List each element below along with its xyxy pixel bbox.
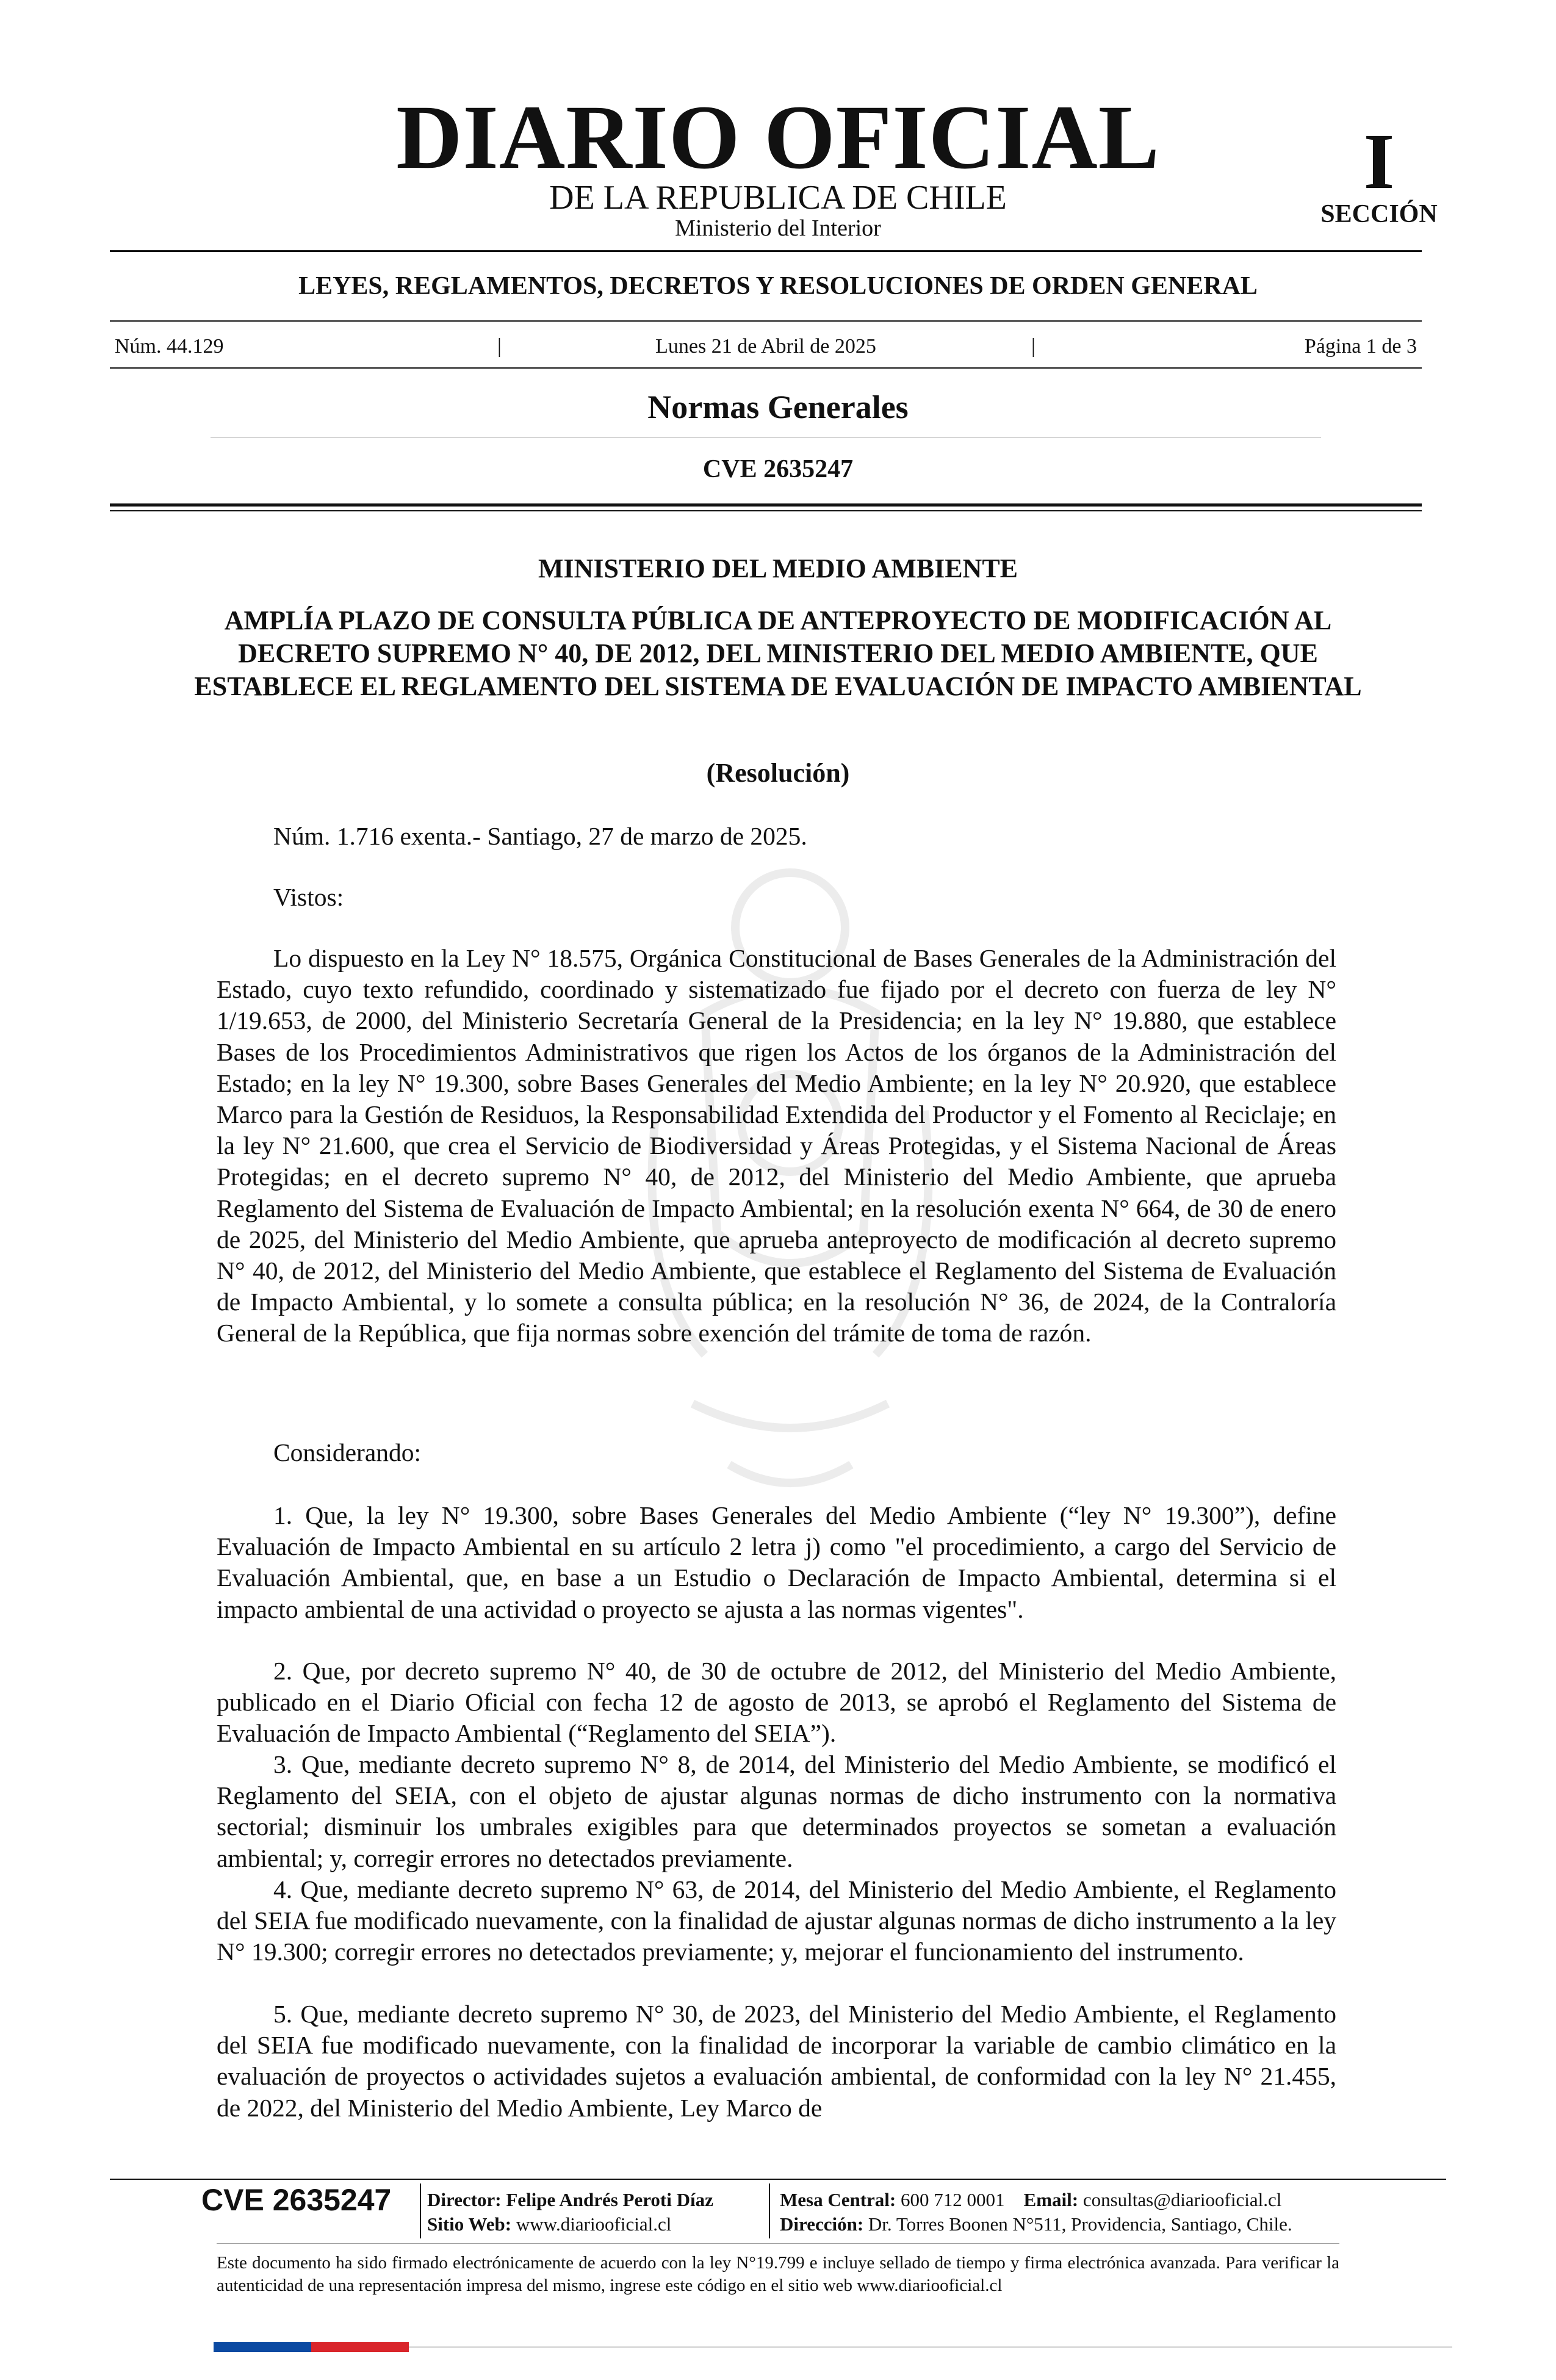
email-link[interactable]: consultas@diariooficial.cl <box>1082 2189 1282 2210</box>
category-banner: LEYES, REGLAMENTOS, DECRETOS Y RESOLUCIONES DE ORDEN GENERAL <box>298 272 1258 300</box>
footer-cve-code: CVE 2635247 <box>201 2183 392 2217</box>
newspaper-title: DIARIO OFICIAL <box>396 87 1160 188</box>
vistos-label: Vistos: <box>273 883 344 911</box>
address-label: Dirección: <box>780 2213 864 2235</box>
cve-code: CVE 2635247 <box>702 455 854 483</box>
electronic-signature-note: Este documento ha sido firmado electrónicamente de acuerdo con la ley N°19.799 e incluye sellado de tiempo y firma electrónica avanzada. Para verificar la autenticidad de una representación impresa del mismo, ingrese este código en el sitio web www.diariooficial.cl <box>217 2253 1339 2295</box>
flag-stripe-line <box>409 2346 1452 2348</box>
masthead-divider <box>110 250 1422 252</box>
considerando-item: 4. Que, mediante decreto supremo N° 63, de 2014, del Ministerio del Medio Ambiente, el Reglamento del SEIA fue modificado nuevamente, con la finalidad de ajustar algunas normas de dicho instrumento a la ley N° 19.300; corregir errores no detectados previamente; y, mejorar el funcionamiento del instrumento. <box>217 1875 1336 1966</box>
section-label: SECCIÓN <box>1320 200 1438 228</box>
website-label: Sitio Web: <box>427 2213 512 2235</box>
footer-director-block <box>427 2188 713 2237</box>
considerando-item: 1. Que, la ley N° 19.300, sobre Bases Generales del Medio Ambiente (“ley N° 19.300”), define Evaluación de Impacto Ambiental en su artículo 2 letra j) como "el procedimiento, a cargo del Servicio de Evaluación Ambiental, que, en base a un Estudio o Declaración de Impacto Ambiental, determina si el impacto ambiental de una actividad o proyecto se ajusta a las normas vigentes". <box>217 1501 1336 1623</box>
issuing-ministry: MINISTERIO DEL MEDIO AMBIENTE <box>538 554 1018 583</box>
considerando-item: 3. Que, mediante decreto supremo N° 8, de 2014, del Ministerio del Medio Ambiente, se modificó el Reglamento del SEIA, con el objeto de ajustar algunas normas de dicho instrumento con la normativa sectorial; disminuir los umbrales exigibles para que determinados proyectos se sometan a evaluación ambiental; y, corregir errores no detectados previamente. <box>217 1750 1336 1872</box>
footer-column-divider <box>420 2183 421 2238</box>
director-label: Director: <box>427 2189 502 2210</box>
footer-divider <box>110 2179 1446 2180</box>
footer-column-divider <box>769 2183 770 2238</box>
document-title: AMPLÍA PLAZO DE CONSULTA PÚBLICA DE ANTEPROYECTO DE MODIFICACIÓN AL DECRETO SUPREMO N° 40, DE 2012, DEL MINISTERIO DEL MEDIO AMBIENTE, QUE ESTABLECE EL REGLAMENTO DEL SISTEMA DE EVALUACIÓN DE IMPACTO AMBIENTAL <box>194 605 1362 701</box>
page-indicator: Página 1 de 3 <box>1304 335 1417 358</box>
ministry-line: Ministerio del Interior <box>675 215 881 241</box>
infobar-divider <box>110 367 1422 369</box>
flag-stripe-red <box>311 2342 409 2352</box>
document-type: (Resolución) <box>706 758 850 788</box>
section-heading: Normas Generales <box>647 389 909 425</box>
considerando-item: 2. Que, por decreto supremo N° 40, de 30 de octubre de 2012, del Ministerio del Medio Ambiente, publicado en el Diario Oficial con fecha 12 de agosto de 2013, se aprobó el Reglamento del Sistema de Evaluación de Impacto Ambiental (“Reglamento del SEIA”). <box>217 1657 1336 1748</box>
considerando-label: Considerando: <box>273 1438 422 1466</box>
issue-date: Lunes 21 de Abril de 2025 <box>655 335 876 358</box>
section-number: I <box>1363 118 1395 206</box>
banner-divider <box>110 320 1422 322</box>
website-link[interactable]: www.diariooficial.cl <box>516 2213 672 2235</box>
address-text: Dr. Torres Boonen N°511, Providencia, Santiago, Chile. <box>868 2213 1292 2235</box>
phone-label: Mesa Central: <box>780 2189 896 2210</box>
phone-number: 600 712 0001 <box>901 2189 1005 2210</box>
issue-number: Núm. 44.129 <box>115 335 224 358</box>
resolution-number-line: Núm. 1.716 exenta.- Santiago, 27 de marzo de 2025. <box>273 822 807 850</box>
email-label: Email: <box>1023 2189 1079 2210</box>
issue-info-bar <box>110 334 1422 359</box>
header-thick-rule <box>110 503 1422 507</box>
info-separator: | <box>1031 335 1036 358</box>
flag-stripe-blue <box>214 2342 311 2352</box>
considerando-item: 5. Que, mediante decreto supremo N° 30, de 2023, del Ministerio del Medio Ambiente, el Reglamento del SEIA fue modificado nuevamente, con la finalidad de incorporar la variable de cambio climático en la evaluación de proyectos o actividades sujetos a evaluación ambiental, de conformidad con la ley N° 21.455, de 2022, del Ministerio del Medio Ambiente, Ley Marco de <box>217 2000 1336 2122</box>
header-thin-rule <box>110 510 1422 511</box>
footer-note-divider <box>217 2243 1339 2244</box>
director-name: Felipe Andrés Peroti Díaz <box>506 2189 713 2210</box>
newspaper-subtitle: DE LA REPUBLICA DE CHILE <box>549 179 1007 217</box>
section-thin-rule <box>211 437 1321 438</box>
vistos-paragraph: Lo dispuesto en la Ley N° 18.575, Orgánica Constitucional de Bases Generales de la Administración del Estado, cuyo texto refundido, coordinado y sistematizado fue fijado por el decreto con fuerza de ley N° 1/19.653, de 2000, del Ministerio Secretaría General de la Presidencia; en la ley N° 19.880, que establece Bases de los Procedimientos Administrativos que rigen los Actos de los órganos de la Administración del Estado; en la ley N° 19.300, sobre Bases Generales del Medio Ambiente; en la ley N° 20.920, que establece Marco para la Gestión de Residuos, la Responsabilidad Extendida del Productor y el Fomento al Reciclaje; en la ley N° 21.600, que crea el Servicio de Biodiversidad y Áreas Protegidas, y el Sistema Nacional de Áreas Protegidas; en el decreto supremo N° 40, de 2012, del Ministerio del Medio Ambiente, que aprueba Reglamento del Sistema de Evaluación de Impacto Ambiental; en la resolución exenta N° 664, de 30 de enero de 2025, del Ministerio del Medio Ambiente, que aprueba anteproyecto de modificación al decreto supremo N° 40, de 2012, del Ministerio del Medio Ambiente, que establece el Reglamento del Sistema de Evaluación de Impacto Ambiental, y lo somete a consulta pública; en la resolución N° 36, de 2024, de la Contraloría General de la República, que fija normas sobre exención del trámite de toma de razón. <box>217 944 1336 1347</box>
footer-contact-block <box>780 2188 1292 2237</box>
info-separator: | <box>497 335 502 358</box>
